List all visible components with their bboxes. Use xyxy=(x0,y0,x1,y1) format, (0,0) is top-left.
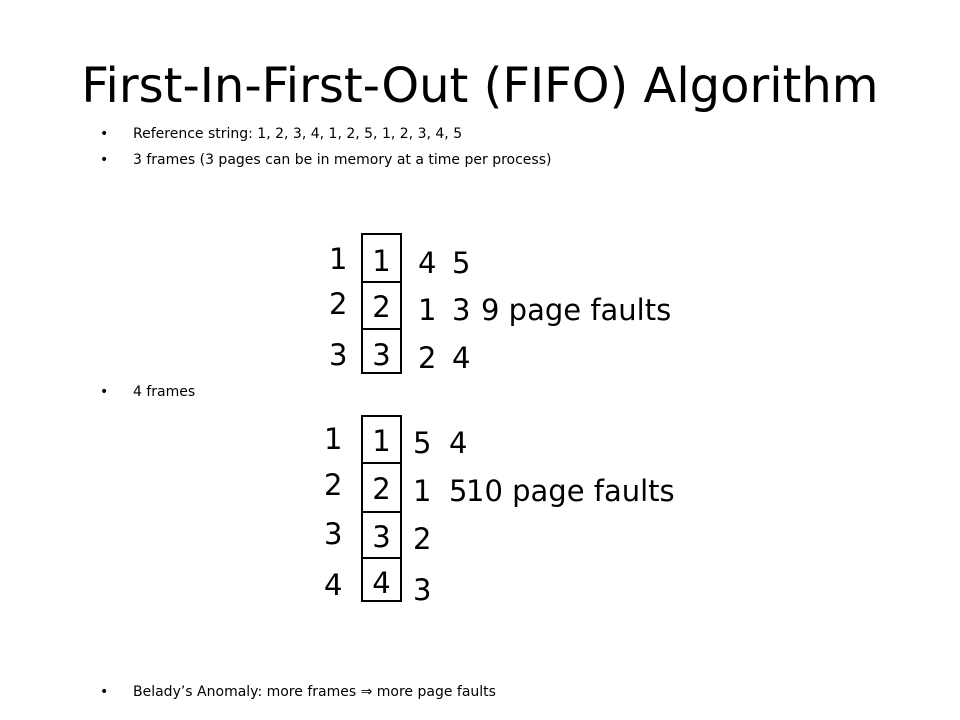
replacement-page: 4 xyxy=(452,341,471,375)
replacement-page: 1 xyxy=(418,293,437,327)
replacement-page: 2 xyxy=(413,522,432,556)
frame-cell: 1 xyxy=(372,244,391,278)
replacement-page: 4 xyxy=(418,246,437,280)
replacement-page: 5 xyxy=(452,246,471,280)
bullet-text: 4 frames xyxy=(133,384,196,400)
page-fault-count: 9 page faults xyxy=(481,293,672,327)
page-title: First-In-First-Out (FIFO) Algorithm xyxy=(81,58,879,114)
frame-divider xyxy=(363,511,400,513)
reference-label: 3 xyxy=(329,338,348,372)
bullet-icon: • xyxy=(100,384,109,400)
replacement-page: 1 xyxy=(413,474,432,508)
frame-divider xyxy=(363,328,400,330)
replacement-page: 5 xyxy=(449,474,468,508)
reference-label: 4 xyxy=(324,568,343,602)
reference-label: 2 xyxy=(324,468,343,502)
frame-divider xyxy=(363,281,400,283)
replacement-page: 2 xyxy=(418,341,437,375)
bullet-icon: • xyxy=(100,152,109,168)
replacement-page: 5 xyxy=(413,426,432,460)
replacement-page: 3 xyxy=(413,573,432,607)
frame-divider xyxy=(363,557,400,559)
bullet-text: Reference string: 1, 2, 3, 4, 1, 2, 5, 1, 2, 3, 4, 5 xyxy=(133,126,463,142)
frame-cell: 2 xyxy=(372,472,391,506)
frame-table xyxy=(361,233,402,374)
frame-table xyxy=(361,415,402,602)
reference-label: 1 xyxy=(329,242,348,276)
frame-cell: 3 xyxy=(372,520,391,554)
page-fault-count: 10 page faults xyxy=(466,474,675,508)
bullet-text: Belady’s Anomaly: more frames ⇒ more page faults xyxy=(133,684,496,700)
replacement-page: 4 xyxy=(449,426,468,460)
frame-cell: 1 xyxy=(372,424,391,458)
bullet-icon: • xyxy=(100,126,109,142)
frame-divider xyxy=(363,462,400,464)
reference-label: 3 xyxy=(324,517,343,551)
replacement-page: 3 xyxy=(452,293,471,327)
reference-label: 2 xyxy=(329,287,348,321)
bullet-text: 3 frames (3 pages can be in memory at a time per process) xyxy=(133,152,552,168)
frame-cell: 3 xyxy=(372,338,391,372)
frame-cell: 2 xyxy=(372,290,391,324)
reference-label: 1 xyxy=(324,422,343,456)
frame-cell: 4 xyxy=(372,566,391,600)
bullet-icon: • xyxy=(100,684,109,700)
